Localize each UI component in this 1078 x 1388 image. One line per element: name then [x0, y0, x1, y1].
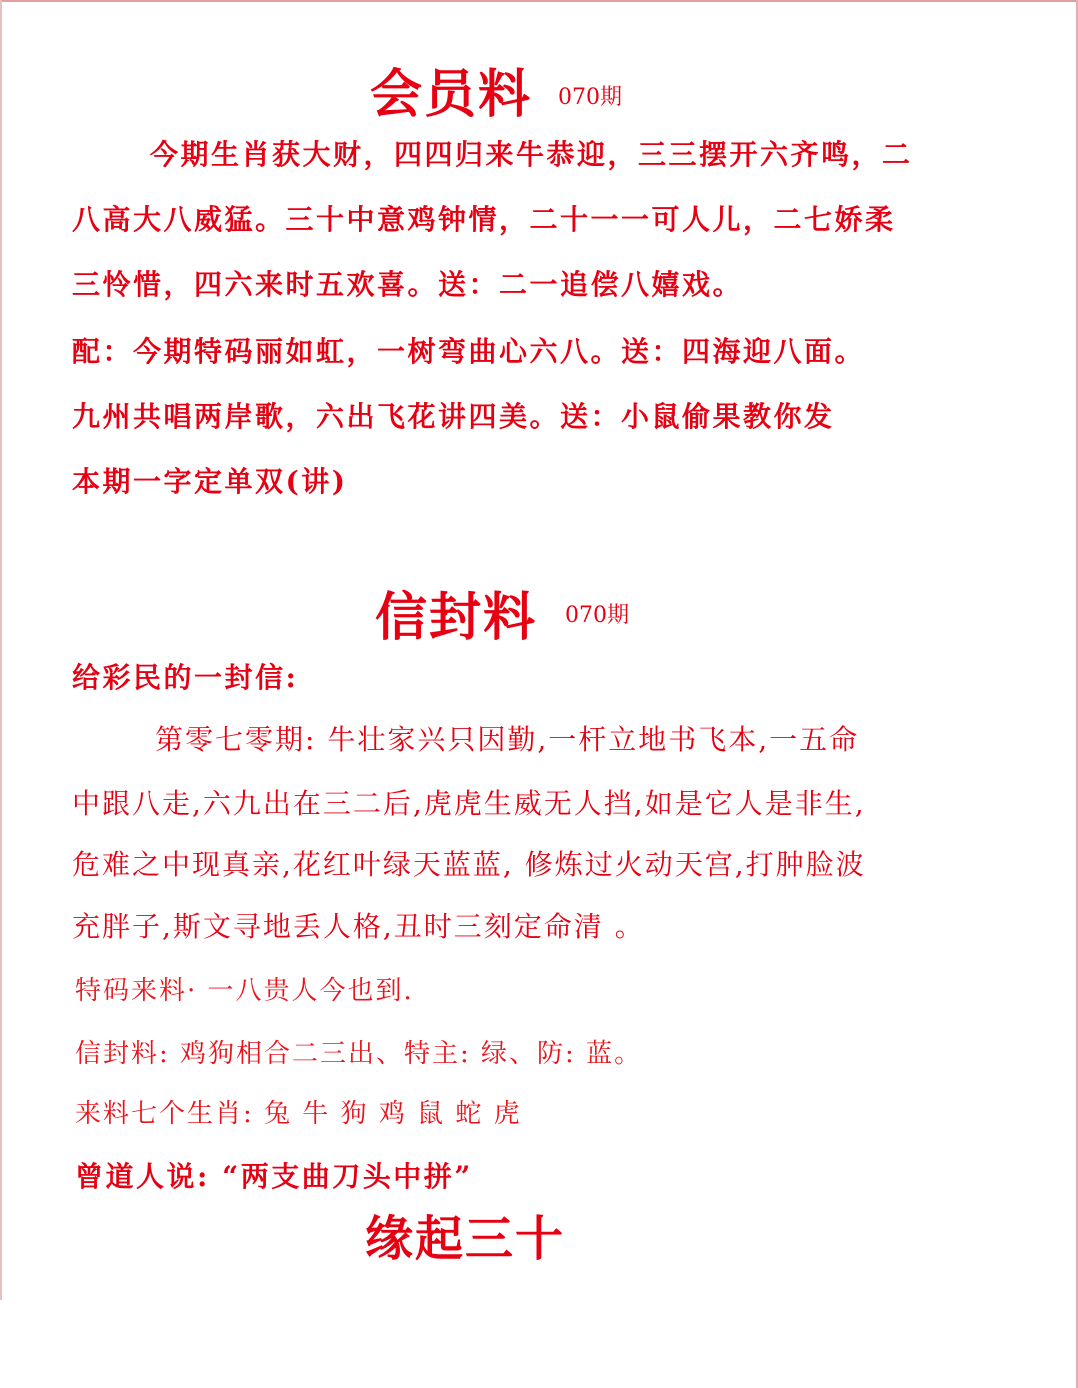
members-title: 会员料 — [370, 64, 533, 125]
page-border-left — [0, 0, 2, 1300]
members-issue: 070期 — [558, 85, 622, 110]
letter-note-1: 特码来料· 一八贵人今也到. — [75, 976, 414, 1006]
members-line-2: 八高大八威猛。三十中意鸡钟情，二十一一可人儿，二七娇柔 — [72, 203, 896, 236]
members-line-4: 配：今期特码丽如虹，一树弯曲心六八。送：四海迎八面。 — [72, 335, 866, 368]
letter-body-1: 第零七零期: 牛壮家兴只因勤,一杆立地书飞本,一五命 — [155, 723, 860, 756]
letter-body-3: 危难之中现真亲,花红叶绿天蓝蓝, 修炼过火动天宫,打肿脸波 — [72, 848, 866, 881]
letter-body-2: 中跟八走,六九出在三二后,虎虎生威无人挡,如是它人是非生, — [72, 787, 866, 820]
letter-issue: 070期 — [565, 603, 629, 628]
footer-title: 缘起三十 — [365, 1211, 566, 1267]
members-line-3: 三怜惜，四六来时五欢喜。送：二一追偿八嬉戏。 — [72, 268, 744, 301]
letter-body-4: 充胖子,斯文寻地丢人格,丑时三刻定命清 。 — [72, 910, 645, 943]
letter-note-2: 信封料: 鸡狗相合二三出、特主: 绿、防: 蓝。 — [75, 1039, 643, 1069]
letter-note-4: 曾道人说: “两支曲刀头中拼” — [75, 1160, 473, 1193]
page-border-top — [0, 0, 1078, 2]
letter-heading: 给彩民的一封信: — [72, 661, 299, 694]
members-line-5: 九州共唱两岸歌，六出飞花讲四美。送：小鼠偷果教你发 — [72, 400, 835, 433]
members-line-1: 今期生肖获大财，四四归来牛恭迎，三三摆开六齐鸣，二 — [150, 138, 913, 171]
letter-note-3: 来料七个生肖: 兔 牛 狗 鸡 鼠 蛇 虎 — [75, 1099, 522, 1129]
members-line-6: 本期一字定单双(讲) — [72, 465, 348, 498]
letter-title: 信封料 — [375, 587, 538, 648]
